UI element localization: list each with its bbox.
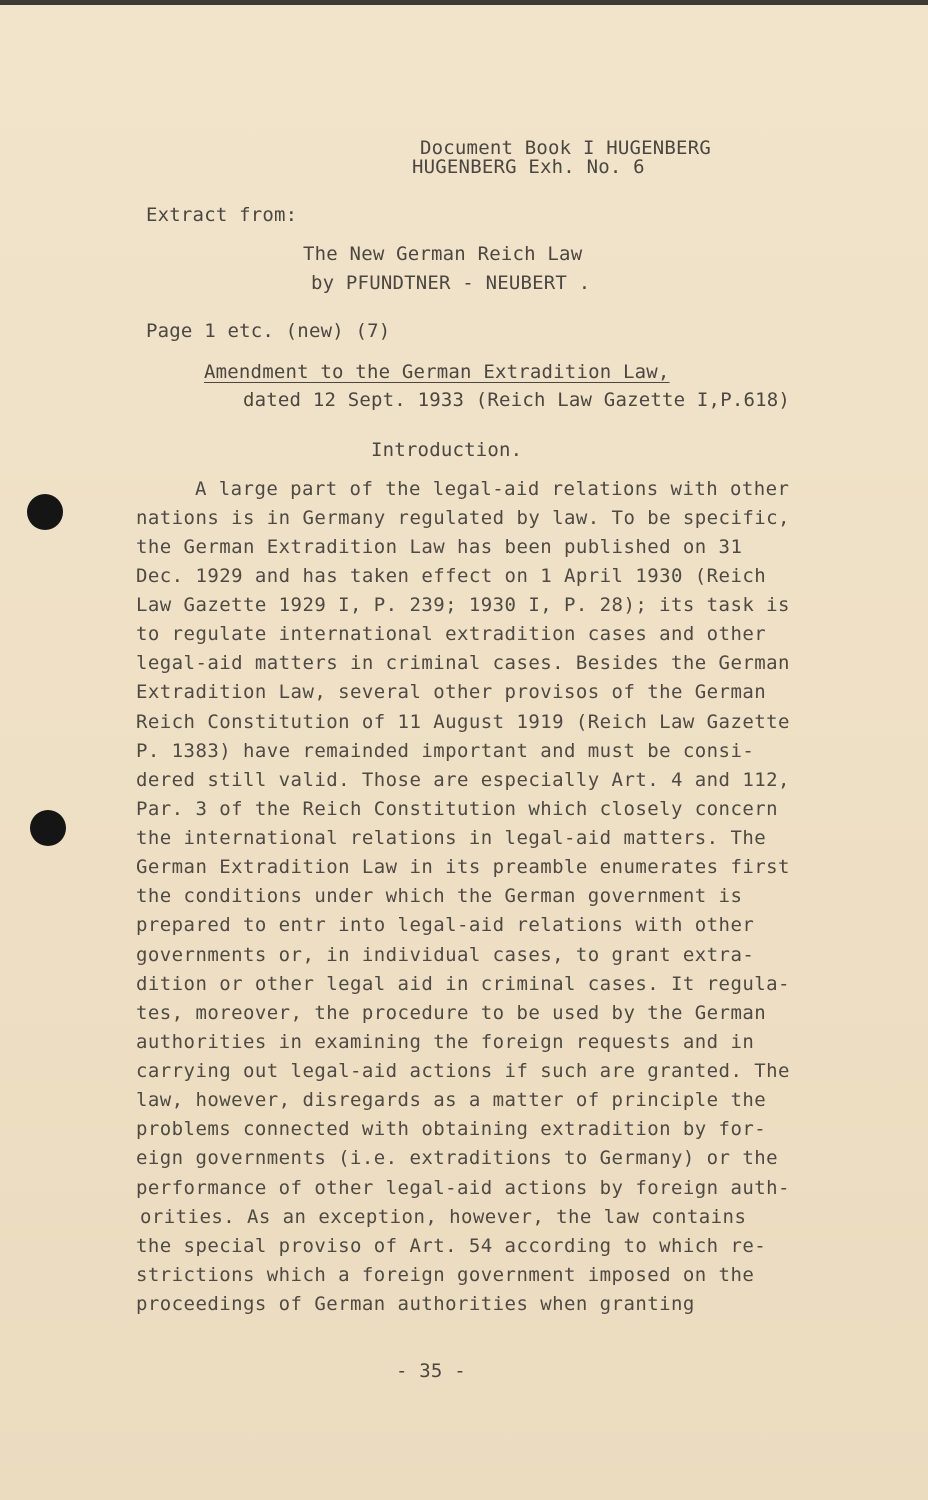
body-line: legal-aid matters in criminal cases. Besides the German: [136, 652, 790, 674]
body-line: prepared to entr into legal-aid relations with other: [136, 914, 755, 936]
source-title: The New German Reich Law: [303, 243, 583, 265]
body-line: dition or other legal aid in criminal cases. It regula-: [136, 973, 790, 995]
body-line: strictions which a foreign government imposed on the: [136, 1264, 755, 1286]
exhibit-label: HUGENBERG Exh. No. 6: [412, 156, 645, 178]
body-line: law, however, disregards as a matter of principle the: [136, 1089, 767, 1111]
body-line: tes, moreover, the procedure to be used by the German: [136, 1002, 767, 1024]
body-line: the conditions under which the German government is: [136, 885, 743, 907]
body-line: proceedings of German authorities when granting: [136, 1293, 695, 1315]
body-line: to regulate international extradition cases and other: [136, 623, 767, 645]
body-line: A large part of the legal-aid relations with other: [195, 478, 790, 500]
body-line: Reich Constitution of 11 August 1919 (Reich Law Gazette: [136, 711, 790, 733]
body-line: orities. As an exception, however, the law contains: [140, 1206, 747, 1228]
page-reference: Page 1 etc. (new) (7): [146, 320, 391, 342]
amendment-date: dated 12 Sept. 1933 (Reich Law Gazette I,P.618): [243, 389, 791, 411]
body-line: problems connected with obtaining extradition by for-: [136, 1118, 767, 1140]
body-line: P. 1383) have remainded important and must be consi-: [136, 740, 755, 762]
source-author: by PFUNDTNER - NEUBERT .: [311, 272, 591, 294]
body-line: authorities in examining the foreign requests and in: [136, 1031, 755, 1053]
page-number: - 35 -: [396, 1360, 466, 1382]
body-line: eign governments (i.e. extraditions to Germany) or the: [136, 1147, 779, 1169]
body-line: Extradition Law, several other provisos of the German: [136, 681, 767, 703]
extract-from-label: Extract from:: [146, 204, 298, 226]
body-line: nations is in Germany regulated by law. To be specific,: [136, 507, 790, 529]
body-line: governments or, in individual cases, to grant extra-: [136, 944, 755, 966]
body-line: Law Gazette 1929 I, P. 239; 1930 I, P. 28); its task is: [136, 594, 790, 616]
body-line: the special proviso of Art. 54 according to which re-: [136, 1235, 767, 1257]
body-line: performance of other legal-aid actions by foreign auth-: [136, 1177, 790, 1199]
document-book-label: Document Book I HUGENBERG: [420, 137, 711, 159]
binder-hole-upper: [27, 494, 63, 530]
introduction-heading: Introduction.: [371, 439, 523, 461]
body-line: carrying out legal-aid actions if such are granted. The: [136, 1060, 790, 1082]
page-top-edge: [0, 0, 928, 5]
body-line: Par. 3 of the Reich Constitution which closely concern: [136, 798, 779, 820]
body-line: dered still valid. Those are especially Art. 4 and 112,: [136, 769, 790, 791]
body-line: the German Extradition Law has been published on 31: [136, 536, 743, 558]
body-line: Dec. 1929 and has taken effect on 1 April 1930 (Reich: [136, 565, 767, 587]
body-line: the international relations in legal-aid matters. The: [136, 827, 767, 849]
amendment-title: Amendment to the German Extradition Law,: [204, 361, 670, 383]
body-line: German Extradition Law in its preamble enumerates first: [136, 856, 790, 878]
binder-hole-lower: [30, 810, 66, 846]
